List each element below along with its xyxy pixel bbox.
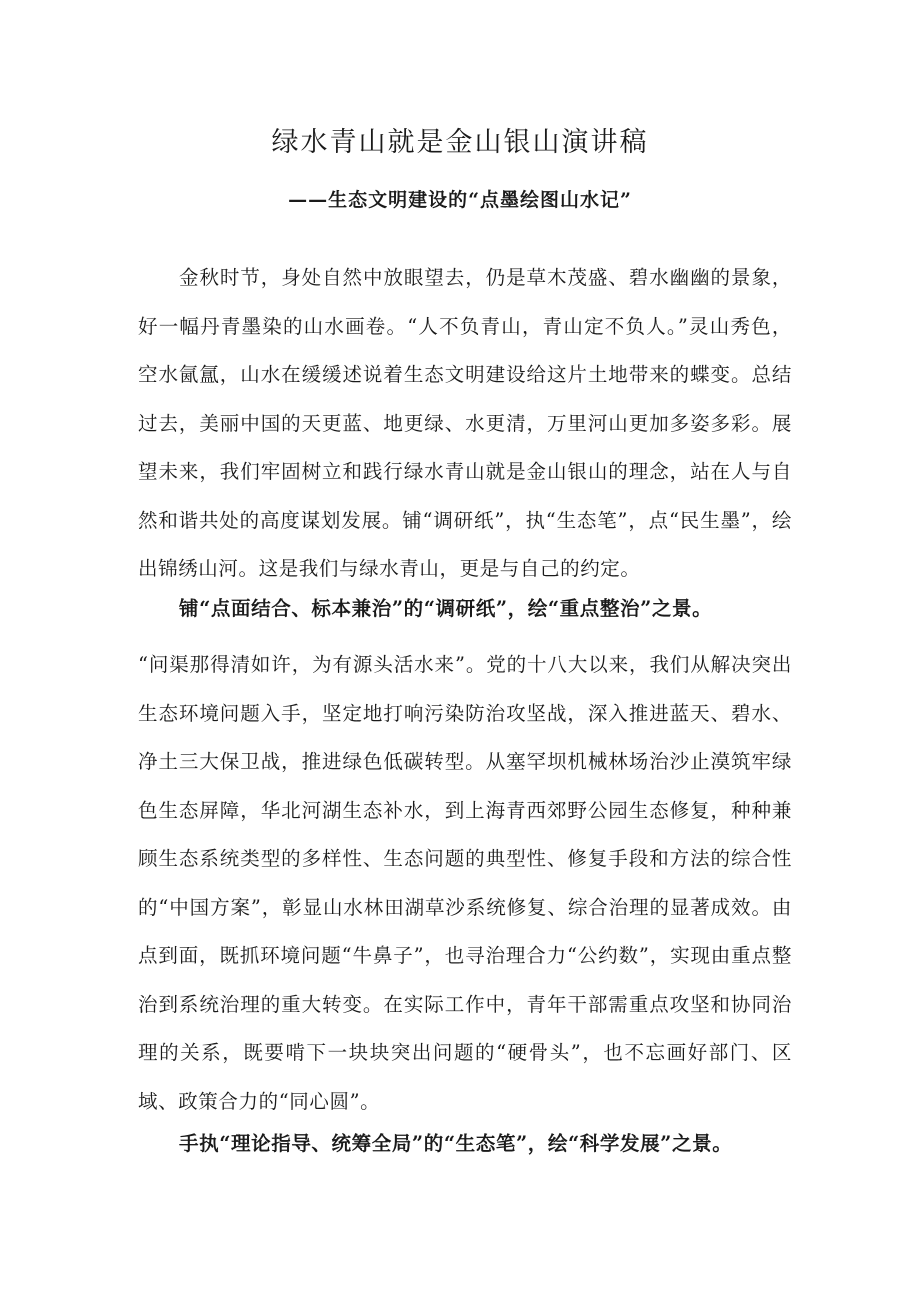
document-subtitle: ——生态文明建设的“点墨绘图山水记” bbox=[288, 189, 632, 211]
section-heading-1: 铺“点面结合、标本兼治”的“调研纸”，绘“重点整治”之景。 bbox=[179, 597, 713, 620]
document-title: 绿水青山就是金山银山演讲稿 bbox=[271, 127, 649, 158]
paragraph-section-1: “问渠那得清如许，为有源头活水来”。党的十八大以来，我们从解决突出生态环境问题入手，坚定地打响污染防治攻坚战，深入推进蓝天、碧水、净土三大保卫战，推进绿色低碳转型。从塞罕坝机械林场治沙止漠筑牢绿色生态屏障，华北河湖生态补水，到上海青西郊野公园生态修复，种种兼顾生态系统类型的多样性、生态问题的典型性、修复手段和方法的综合性的“中国方案”，彰显山水林田湖草沙系统修复、综合治理的显著成效。由点到面，既抓环境问题“牛鼻子”，也寻治理合力“公约数”，实现由重点整治到系统治理的重大转变。在实际工作中，青年干部需重点攻坚和协同治理的关系，既要啃下一块块突出问题的“硬骨头”，也不忘画好部门、区域、政策合力的“同心圆”。 bbox=[138, 653, 792, 1113]
section-heading-2: 手执“理论指导、统筹全局”的“生态笔”，绘“科学发展”之景。 bbox=[179, 1132, 733, 1155]
paragraph-intro: 金秋时节，身处自然中放眼望去，仍是草木茂盛、碧水幽幽的景象，好一幅丹青墨染的山水画卷。“人不负青山，青山定不负人。”灵山秀色，空水氤氲，山水在缓缓述说着生态文明建设给这片土地带来的蝶变。总结过去，美丽中国的天更蓝、地更绿、水更清，万里河山更加多姿多彩。展望未来，我们牢固树立和践行绿水青山就是金山银山的理念，站在人与自然和谐共处的高度谋划发展。铺“调研纸”，执“生态笔”，点“民生墨”，绘出锦绣山河。这是我们与绿水青山，更是与自己的约定。 bbox=[138, 266, 792, 580]
